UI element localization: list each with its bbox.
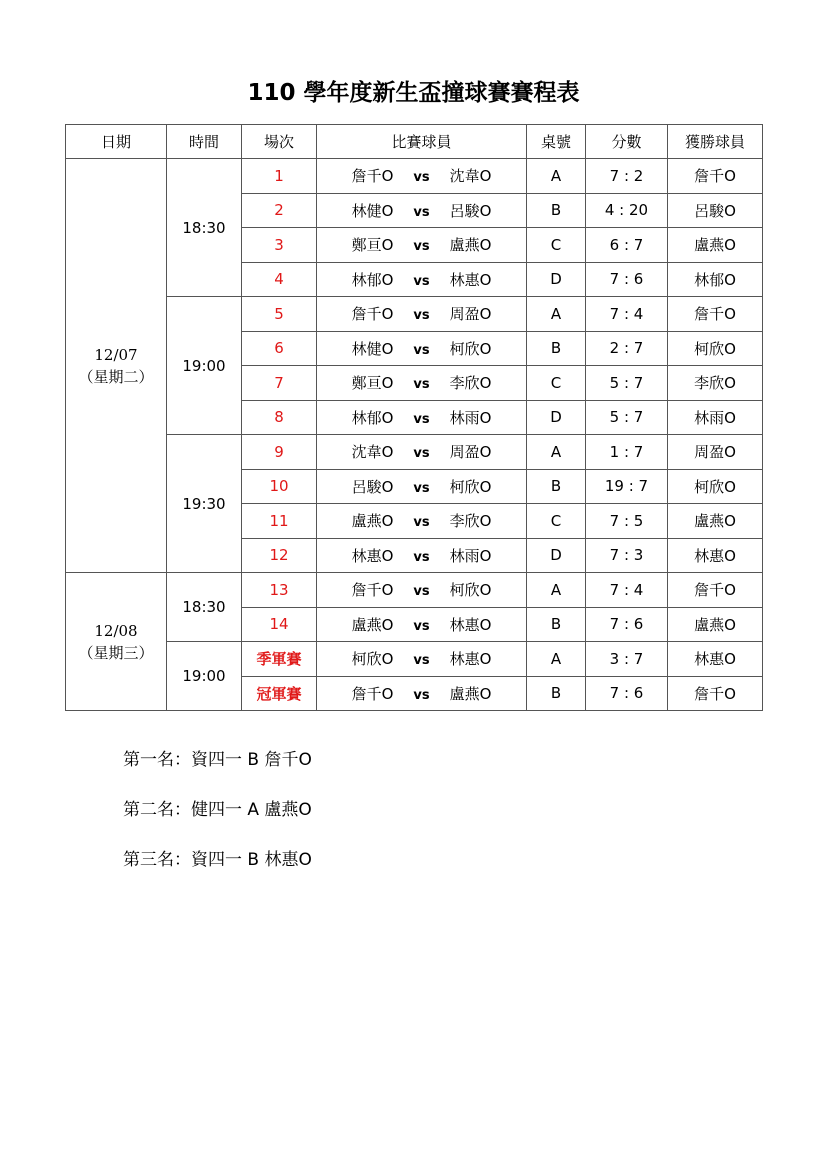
score-cell: 7 : 6 <box>586 262 668 297</box>
weekday-text: （星期二） <box>78 367 154 386</box>
player-one: 詹千O <box>351 581 394 600</box>
score-cell: 7 : 5 <box>586 504 668 539</box>
weekday-text: （星期三） <box>78 643 154 662</box>
vs-label: vs <box>413 170 430 186</box>
table-number: A <box>527 297 586 332</box>
match-number: 冠軍賽 <box>242 676 317 711</box>
match-number: 12 <box>242 538 317 573</box>
time-cell: 19:30 <box>167 435 242 573</box>
vs-label: vs <box>413 411 430 427</box>
player-two: 呂駿O <box>449 201 492 220</box>
players-cell <box>317 435 527 470</box>
table-number: C <box>527 504 586 539</box>
winner-cell: 盧燕O <box>668 504 763 539</box>
players-cell <box>317 159 527 194</box>
header-winner: 獲勝球員 <box>668 125 763 159</box>
player-two: 林惠O <box>449 270 492 289</box>
players-cell <box>317 573 527 608</box>
header-score: 分數 <box>586 125 668 159</box>
player-two: 李欣O <box>449 512 492 531</box>
winner-cell: 柯欣O <box>668 469 763 504</box>
player-two: 李欣O <box>449 374 492 393</box>
time-cell: 19:00 <box>167 642 242 711</box>
players-cell <box>317 366 527 401</box>
vs-label: vs <box>413 584 430 600</box>
table-row <box>66 435 763 470</box>
player-one: 詹千O <box>351 684 394 703</box>
score-cell: 7 : 3 <box>586 538 668 573</box>
players-cell <box>317 642 527 677</box>
winner-cell: 呂駿O <box>668 193 763 228</box>
vs-label: vs <box>413 618 430 634</box>
players-cell <box>317 228 527 263</box>
time-cell: 18:30 <box>167 573 242 642</box>
score-cell: 1 : 7 <box>586 435 668 470</box>
vs-label: vs <box>413 653 430 669</box>
vs-label: vs <box>413 377 430 393</box>
table-number: A <box>527 642 586 677</box>
vs-label: vs <box>413 446 430 462</box>
score-cell: 7 : 6 <box>586 607 668 642</box>
player-two: 柯欣O <box>449 339 492 358</box>
date-cell <box>66 573 167 711</box>
player-two: 林雨O <box>449 546 492 565</box>
table-number: C <box>527 228 586 263</box>
players-cell <box>317 469 527 504</box>
vs-label: vs <box>413 480 430 496</box>
winner-cell: 詹千O <box>668 159 763 194</box>
table-number: D <box>527 400 586 435</box>
player-two: 周盈O <box>449 305 492 324</box>
players-cell <box>317 193 527 228</box>
player-one: 林健O <box>351 339 394 358</box>
match-number: 7 <box>242 366 317 401</box>
player-one: 林郁O <box>351 408 394 427</box>
score-cell: 7 : 4 <box>586 297 668 332</box>
time-cell: 18:30 <box>167 159 242 297</box>
player-one: 林惠O <box>351 546 394 565</box>
header-row <box>66 125 763 159</box>
table-row <box>66 159 763 194</box>
table-number: D <box>527 538 586 573</box>
player-two: 周盈O <box>449 443 492 462</box>
player-one: 盧燕O <box>351 512 394 531</box>
header-players: 比賽球員 <box>317 125 527 159</box>
header-match-no: 場次 <box>242 125 317 159</box>
score-cell: 7 : 2 <box>586 159 668 194</box>
winner-cell: 林郁O <box>668 262 763 297</box>
match-number: 1 <box>242 159 317 194</box>
player-two: 林雨O <box>449 408 492 427</box>
score-cell: 2 : 7 <box>586 331 668 366</box>
match-number: 5 <box>242 297 317 332</box>
players-cell <box>317 538 527 573</box>
match-number: 8 <box>242 400 317 435</box>
score-cell: 5 : 7 <box>586 400 668 435</box>
score-cell: 19 : 7 <box>586 469 668 504</box>
header-date: 日期 <box>66 125 167 159</box>
header-table-no: 桌號 <box>527 125 586 159</box>
players-cell <box>317 297 527 332</box>
table-number: B <box>527 469 586 504</box>
vs-label: vs <box>413 687 430 703</box>
winner-cell: 林雨O <box>668 400 763 435</box>
vs-label: vs <box>413 273 430 289</box>
player-one: 鄭亘O <box>351 236 394 255</box>
table-number: B <box>527 607 586 642</box>
player-two: 沈韋O <box>449 167 492 186</box>
match-number: 11 <box>242 504 317 539</box>
table-number: A <box>527 435 586 470</box>
schedule-table <box>65 124 763 711</box>
score-cell: 6 : 7 <box>586 228 668 263</box>
table-number: A <box>527 159 586 194</box>
table-number: B <box>527 193 586 228</box>
player-one: 盧燕O <box>351 615 394 634</box>
winner-cell: 詹千O <box>668 297 763 332</box>
match-number: 3 <box>242 228 317 263</box>
player-one: 沈韋O <box>351 443 394 462</box>
table-number: B <box>527 676 586 711</box>
player-one: 鄭亘O <box>351 374 394 393</box>
match-number: 6 <box>242 331 317 366</box>
vs-label: vs <box>413 342 430 358</box>
winner-cell: 盧燕O <box>668 228 763 263</box>
players-cell <box>317 262 527 297</box>
third-place: 第三名：資四一 B 林惠O <box>123 850 312 870</box>
header-time: 時間 <box>167 125 242 159</box>
vs-label: vs <box>413 515 430 531</box>
winner-cell: 林惠O <box>668 538 763 573</box>
player-one: 林健O <box>351 201 394 220</box>
players-cell <box>317 504 527 539</box>
player-two: 盧燕O <box>449 236 492 255</box>
match-number: 4 <box>242 262 317 297</box>
player-one: 詹千O <box>351 305 394 324</box>
winner-cell: 盧燕O <box>668 607 763 642</box>
score-cell: 3 : 7 <box>586 642 668 677</box>
first-place: 第一名：資四一 B 詹千O <box>123 750 312 770</box>
date-cell <box>66 159 167 573</box>
player-one: 呂駿O <box>351 477 394 496</box>
page-title: 110 學年度新生盃撞球賽賽程表 <box>247 80 580 106</box>
match-number: 13 <box>242 573 317 608</box>
player-two: 柯欣O <box>449 581 492 600</box>
players-cell <box>317 331 527 366</box>
date-text: 12/08 <box>94 621 138 640</box>
winner-cell: 李欣O <box>668 366 763 401</box>
player-two: 林惠O <box>449 650 492 669</box>
vs-label: vs <box>413 308 430 324</box>
player-two: 柯欣O <box>449 477 492 496</box>
time-cell: 19:00 <box>167 297 242 435</box>
winner-cell: 柯欣O <box>668 331 763 366</box>
second-place: 第二名：健四一 A 盧燕O <box>123 800 312 820</box>
score-cell: 4 : 20 <box>586 193 668 228</box>
players-cell <box>317 676 527 711</box>
match-number: 季軍賽 <box>242 642 317 677</box>
winner-cell: 周盈O <box>668 435 763 470</box>
score-cell: 5 : 7 <box>586 366 668 401</box>
score-cell: 7 : 4 <box>586 573 668 608</box>
table-row <box>66 642 763 677</box>
table-row <box>66 297 763 332</box>
table-number: C <box>527 366 586 401</box>
table-number: D <box>527 262 586 297</box>
vs-label: vs <box>413 204 430 220</box>
match-number: 2 <box>242 193 317 228</box>
table-row <box>66 573 763 608</box>
vs-label: vs <box>413 239 430 255</box>
winner-cell: 詹千O <box>668 573 763 608</box>
players-cell <box>317 607 527 642</box>
table-number: A <box>527 573 586 608</box>
table-number: B <box>527 331 586 366</box>
match-number: 10 <box>242 469 317 504</box>
date-text: 12/07 <box>94 345 138 364</box>
winner-cell: 林惠O <box>668 642 763 677</box>
final-rankings <box>123 748 312 898</box>
players-cell <box>317 400 527 435</box>
winner-cell: 詹千O <box>668 676 763 711</box>
player-two: 盧燕O <box>449 684 492 703</box>
player-one: 詹千O <box>351 167 394 186</box>
vs-label: vs <box>413 549 430 565</box>
player-one: 柯欣O <box>351 650 394 669</box>
player-one: 林郁O <box>351 270 394 289</box>
player-two: 林惠O <box>449 615 492 634</box>
match-number: 9 <box>242 435 317 470</box>
score-cell: 7 : 6 <box>586 676 668 711</box>
match-number: 14 <box>242 607 317 642</box>
